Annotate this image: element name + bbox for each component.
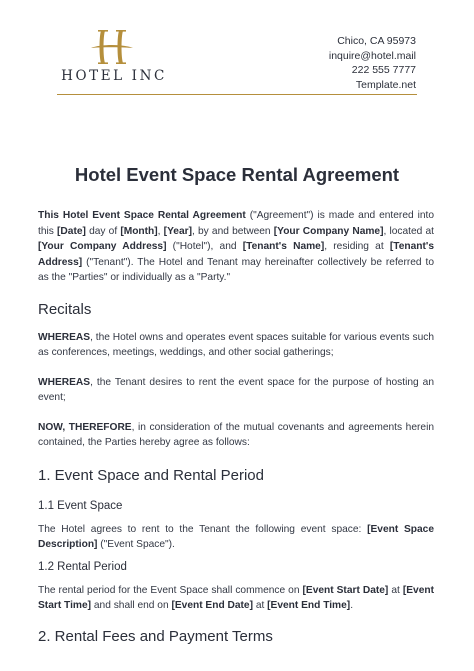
clause-text: at — [388, 584, 403, 596]
header-divider — [57, 94, 417, 95]
section-2-heading: 2. Rental Fees and Payment Terms — [38, 627, 273, 645]
start-time-placeholder: [Event Start Time] — [38, 584, 434, 611]
company-name-placeholder: [Your Company Name] — [273, 225, 384, 237]
clause-text: The Hotel agrees to rent to the Tenant the following event space: — [38, 523, 368, 535]
contact-email[interactable]: inquire@hotel.mail — [328, 49, 416, 62]
subsection-1-2-heading: 1.2 Rental Period — [38, 560, 127, 573]
rental-period-paragraph — [38, 583, 434, 614]
document-title: Hotel Event Space Rental Agreement — [74, 164, 400, 185]
date-placeholder: [Date] — [57, 225, 86, 237]
h-monogram-icon — [88, 28, 136, 66]
clause-text: . — [350, 600, 354, 611]
logo-text: HOTEL INC — [61, 68, 167, 84]
clause-text: The rental period for the Event Space shall commence on — [38, 584, 303, 596]
end-date-placeholder: [Event End Date] — [171, 600, 253, 611]
contact-phone: 222 555 7777 — [351, 64, 416, 76]
clause-text: ("Event Space"). — [97, 539, 175, 550]
event-space-paragraph — [38, 522, 434, 553]
end-time-placeholder: [Event End Time] — [267, 600, 351, 611]
document-body — [38, 208, 434, 645]
recital-paragraph — [38, 375, 434, 406]
separator: , — [62, 421, 69, 433]
agreement-name: This Hotel Event Space Rental Agreement — [38, 210, 246, 221]
letterhead — [0, 0, 474, 100]
now-label: NOW — [38, 421, 63, 433]
intro-paragraph — [38, 208, 434, 286]
intro-text: ("Agreement") is made and entered into this — [38, 210, 435, 237]
tenant-address-placeholder: [Tenant's Address] — [38, 241, 435, 268]
intro-text: , by and between — [192, 225, 274, 237]
company-address-placeholder: [Your Company Address] — [38, 241, 167, 252]
tenant-name-placeholder: [Tenant's Name] — [242, 241, 325, 252]
intro-text: , residing at — [324, 241, 390, 252]
subsection-1-1-heading: 1.1 Event Space — [38, 499, 123, 512]
hotel-logo — [57, 28, 171, 88]
clause-text: at — [252, 600, 268, 611]
intro-text: ("Tenant"). The Hotel and Tenant may hereinafter collectively be referred to as the "Parties" or individually as a "Party." — [38, 256, 434, 283]
recital-paragraph — [38, 420, 434, 451]
intro-text: , — [157, 225, 164, 237]
intro-text: ("Hotel"), and — [166, 241, 243, 252]
clause-text: and shall end on — [91, 600, 172, 611]
whereas-label: WHEREAS — [38, 331, 91, 343]
recital-text: , in consideration of the mutual covenants and agreements herein contained, the Parties hereby agree as follows: — [38, 421, 434, 448]
intro-text: , located at — [383, 225, 435, 237]
start-date-placeholder: [Event Start Date] — [302, 584, 389, 596]
contact-block — [329, 34, 416, 92]
section-1-heading: 1. Event Space and Rental Period — [38, 466, 264, 484]
whereas-label: WHEREAS — [38, 376, 91, 388]
contact-website[interactable]: Template.net — [355, 78, 416, 91]
year-placeholder: [Year] — [163, 225, 192, 237]
recital-text: , the Tenant desires to rent the event space for the purpose of hosting an event; — [38, 376, 434, 403]
event-space-placeholder: [Event Space Description] — [38, 523, 434, 550]
therefore-label: THEREFORE — [68, 421, 132, 433]
intro-text: day of — [85, 225, 121, 237]
recital-text: , the Hotel owns and operates event spaces suitable for various events such as conferences, meetings, weddings, and other social gatherings; — [38, 331, 434, 358]
recital-paragraph — [38, 330, 434, 361]
month-placeholder: [Month] — [120, 225, 158, 237]
contact-address: Chico, CA 95973 — [337, 35, 416, 47]
recitals-heading: Recitals — [38, 300, 92, 318]
